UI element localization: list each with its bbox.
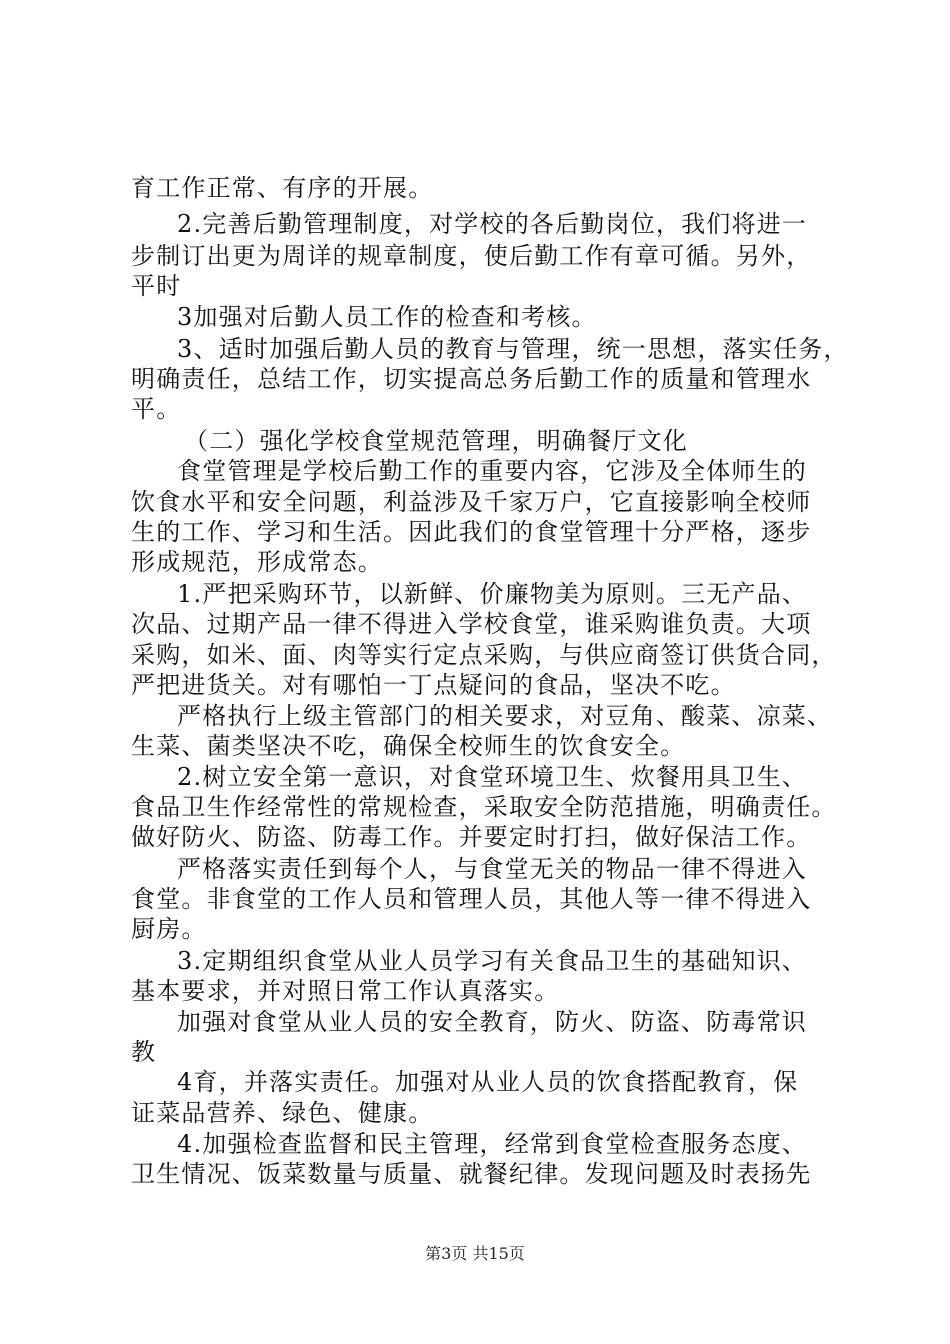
text-line: 饮食水平和安全问题，利益涉及千家万户，它直接影响全校师 [131, 488, 812, 516]
text-line: 加强对食堂从业人员的安全教育，防火、防盗、防毒常识 [177, 1008, 807, 1036]
text-line: 2.树立安全第一意识，对食堂环境卫生、炊餐用具卫生、 [177, 763, 808, 791]
text-line: 食堂。非食堂的工作人员和管理人员，其他人等一律不得进入 [131, 885, 812, 913]
text-line: 教 [131, 1038, 157, 1066]
text-line: 严格执行上级主管部门的相关要求，对豆角、酸菜、凉菜、 [177, 702, 833, 730]
text-line: 食品卫生作经常性的常规检查，采取安全防范措施，明确责任。 [131, 793, 837, 821]
text-line: 2.完善后勤管理制度，对学校的各后勤岗位，我们将进一 [177, 210, 808, 238]
text-line: 平。 [131, 395, 182, 423]
text-line: 采购，如米、面、肉等实行定点采购，与供应商签订供货合同， [131, 641, 837, 669]
text-line: 4育，并落实责任。加强对从业人员的饮食搭配教育，保 [177, 1068, 799, 1096]
text-line: 3.定期组织食堂从业人员学习有关食品卫生的基础知识、 [177, 947, 808, 975]
text-line: 育工作正常、有序的开展。 [131, 174, 434, 202]
text-line: 厨房。 [131, 915, 207, 943]
text-line: 4.加强检查监督和民主管理，经常到食堂检查服务态度、 [177, 1130, 808, 1158]
page-number-footer: 第3页 共15页 [425, 1244, 525, 1263]
text-line: 基本要求，并对照日常工作认真落实。 [131, 977, 560, 1005]
text-line: 卫生情况、饭菜数量与质量、就餐纪律。发现问题及时表扬先 [131, 1160, 812, 1188]
text-line: 平时 [131, 272, 182, 300]
text-line: 生菜、菌类坚决不吃，确保全校师生的饮食安全。 [131, 732, 686, 760]
text-line: 生的工作、学习和生活。因此我们的食堂管理十分严格，逐步 [131, 518, 812, 546]
text-line: 3加强对后勤人员工作的检查和考核。 [177, 303, 597, 331]
section-heading: （二）强化学校食堂规范管理，明确餐厅文化 [184, 427, 688, 455]
text-line: 证菜品营养、绿色、健康。 [131, 1099, 434, 1127]
text-line: 3、适时加强后勤人员的教育与管理，统一思想，落实任务， [177, 335, 849, 363]
text-line: 1.严把采购环节，以新鲜、价廉物美为原则。三无产品、 [177, 580, 808, 608]
text-line: 食堂管理是学校后勤工作的重要内容，它涉及全体师生的 [177, 457, 807, 485]
text-line: 严格落实责任到每个人，与食堂无关的物品一律不得进入 [177, 855, 807, 883]
text-line: 明确责任，总结工作，切实提高总务后勤工作的质量和管理水 [131, 365, 812, 393]
text-line: 严把进货关。对有哪怕一丁点疑问的食品，坚决不吃。 [131, 671, 736, 699]
text-line: 形成规范，形成常态。 [131, 548, 383, 576]
text-line: 步制订出更为周详的规章制度，使后勤工作有章可循。另外， [131, 242, 812, 270]
text-line: 次品、过期产品一律不得进入学校食堂，谁采购谁负责。大项 [131, 610, 812, 638]
text-line: 做好防火、防盗、防毒工作。并要定时打扫，做好保洁工作。 [131, 823, 812, 851]
